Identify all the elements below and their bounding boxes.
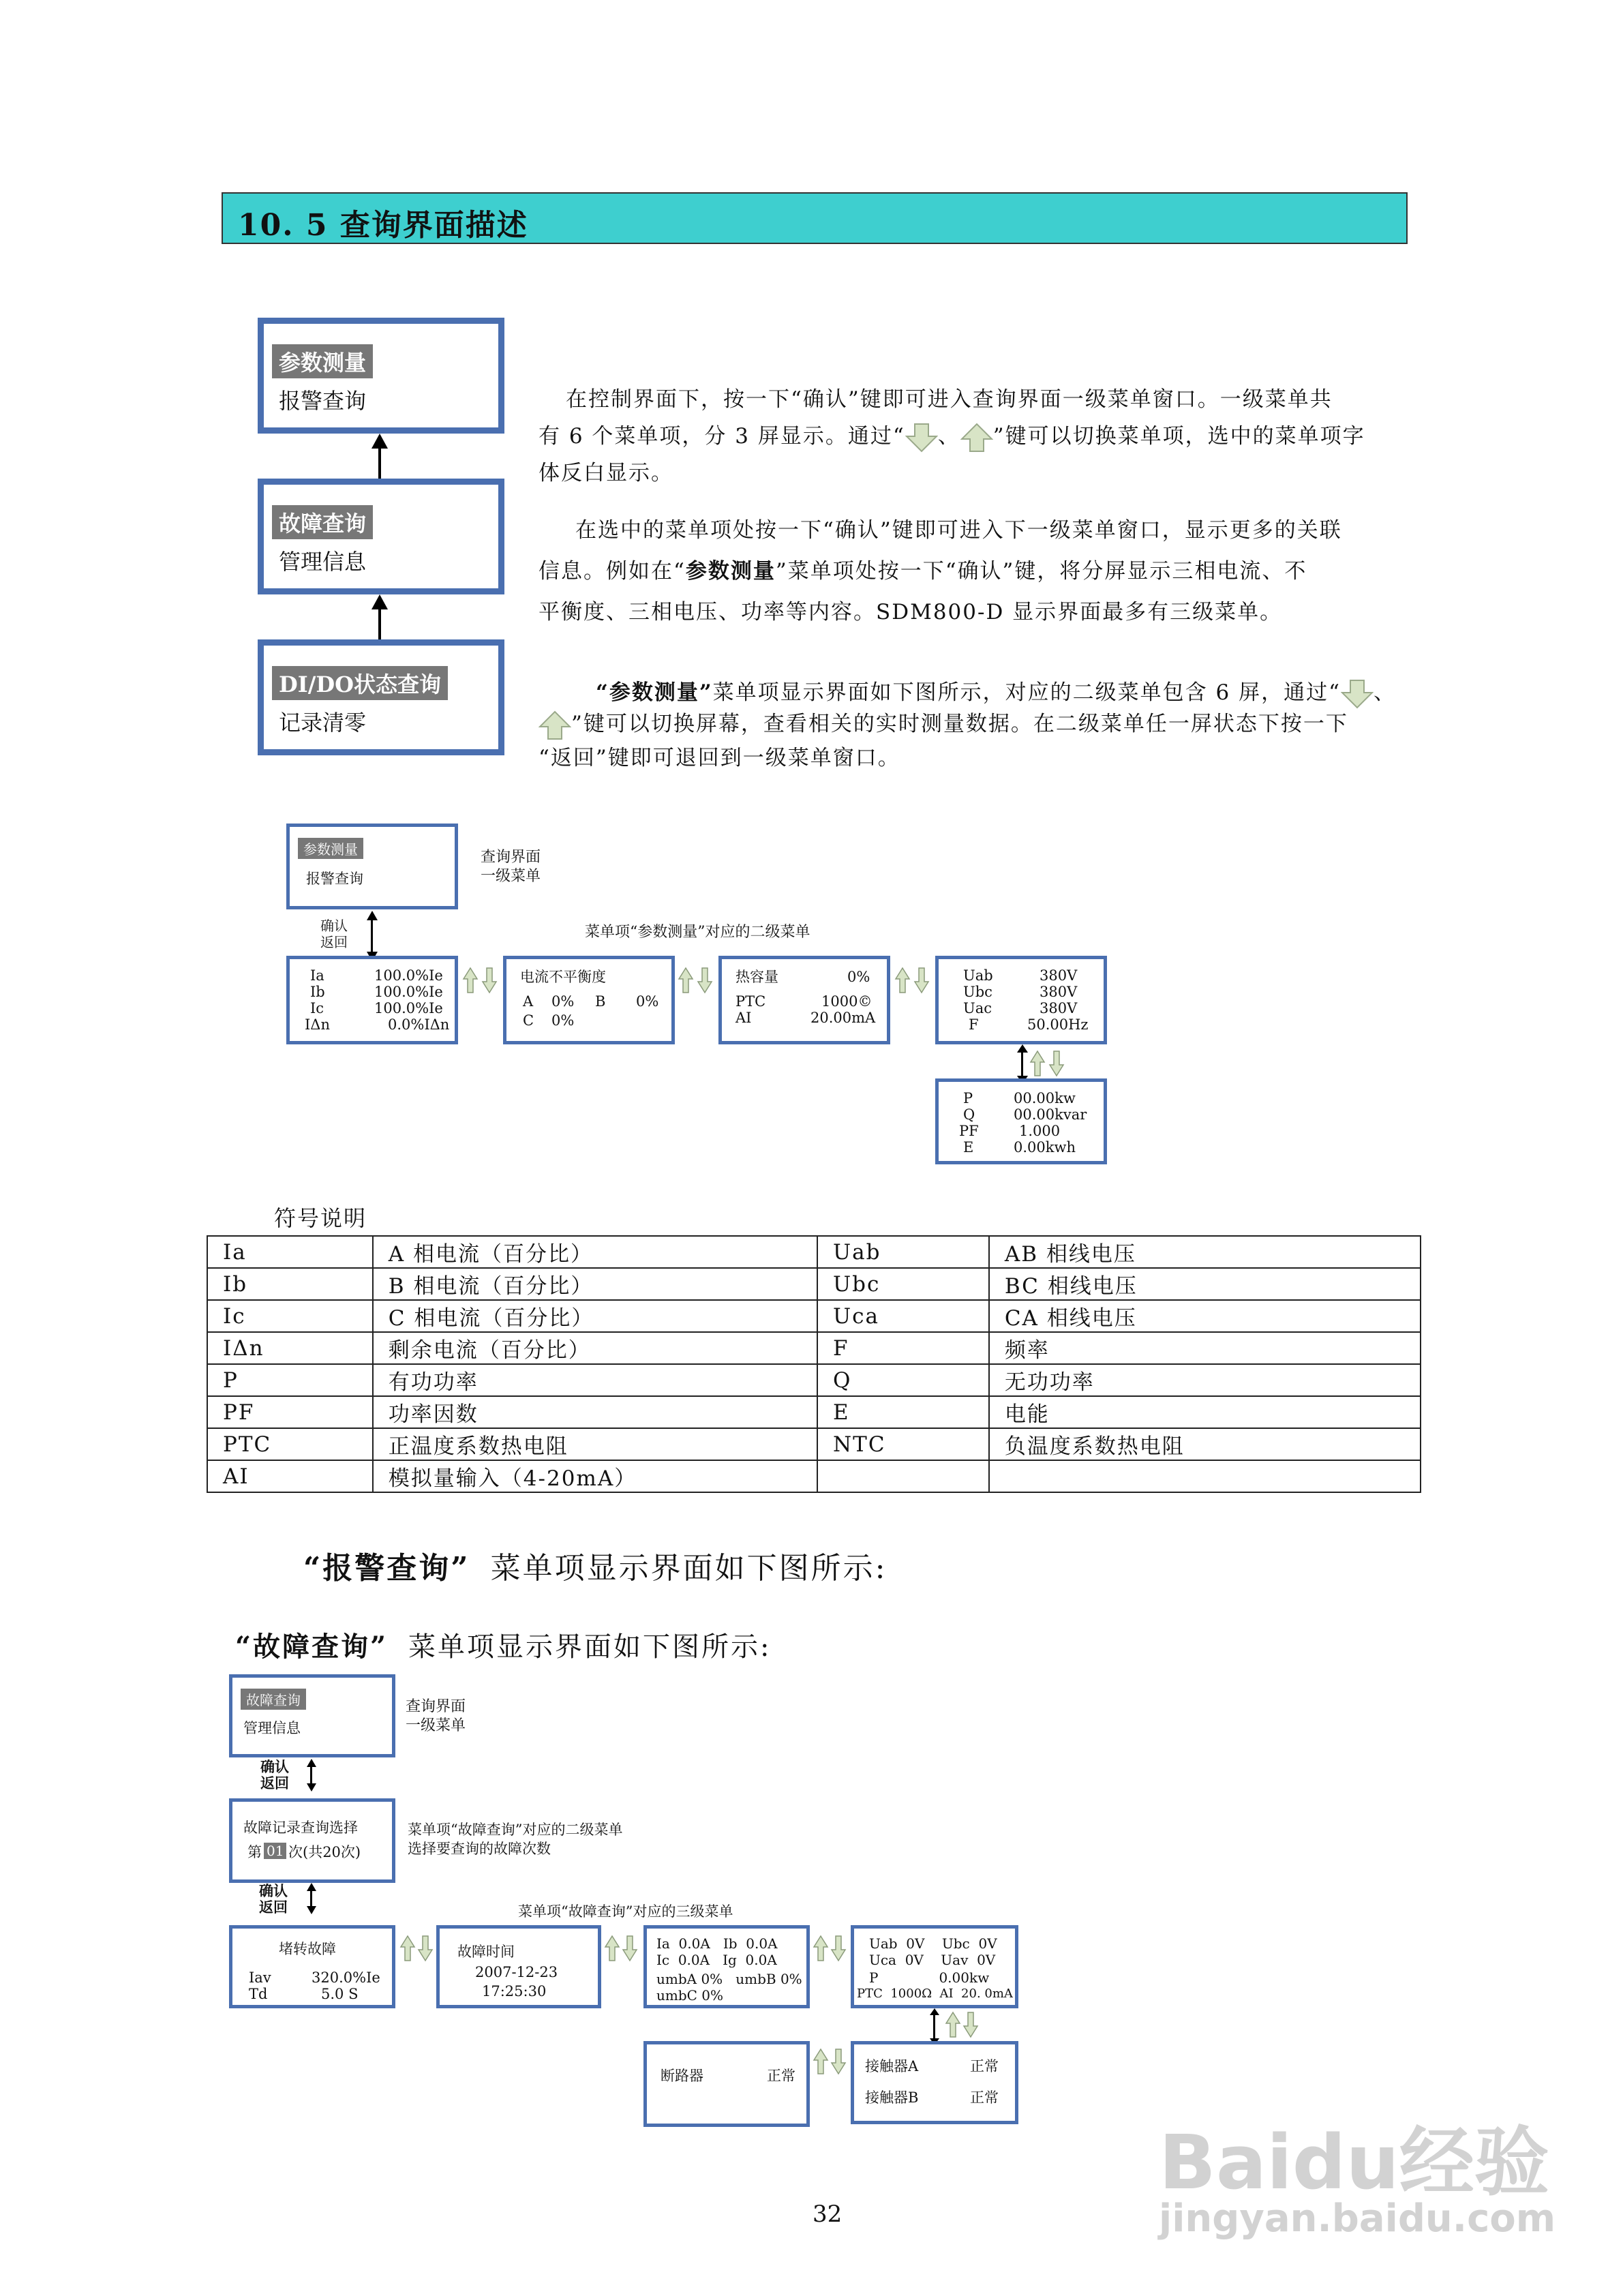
menu-item: 记录清零 bbox=[279, 710, 367, 736]
up-down-arrows-icon bbox=[398, 1935, 435, 1962]
d2-breaker-screen: 断路器 正常 bbox=[643, 2041, 810, 2127]
menu-item-selected: 故障查询 bbox=[272, 505, 373, 539]
table-cell: 正温度系数热电阻 bbox=[373, 1428, 817, 1460]
up-down-arrows-icon bbox=[893, 967, 932, 994]
up-down-arrows-icon bbox=[943, 2011, 980, 2038]
table-cell: Uca bbox=[817, 1300, 989, 1332]
table-cell: NTC bbox=[817, 1428, 989, 1460]
d1-second-note: 菜单项“参数测量”对应的二级菜单 bbox=[585, 924, 810, 941]
table-row bbox=[207, 1396, 1421, 1428]
table-row bbox=[207, 1428, 1421, 1460]
d2-fault-current-screen: Ia 0.0A Ib 0.0A Ic 0.0A Ig 0.0A umbA 0% umbB 0% umbC 0% bbox=[643, 1925, 810, 2008]
d2-confirm-back-2: 确认 返回 bbox=[259, 1882, 288, 1916]
table-cell: Ia bbox=[207, 1236, 373, 1268]
menu-item: 报警查询 bbox=[279, 388, 367, 414]
intro-paragraph-1: 在控制界面下，按一下“确认”键即可进入查询界面一级菜单窗口。一级菜单共 有 6 个菜单项，分 3 屏显示。通过“ 、 ”键可以切换菜单项，选中的菜单项字 体反白显示。 bbox=[539, 387, 1365, 485]
double-arrow bbox=[307, 1883, 316, 1914]
table-cell: C 相电流（百分比） bbox=[373, 1300, 817, 1332]
d1-screen-current: Ia 100.0%Ie Ib 100.0%Ie Ic 100.0%Ie IΔn 0.0%IΔn bbox=[286, 956, 458, 1044]
page-number: 32 bbox=[813, 2201, 843, 2228]
table-cell: 模拟量输入（4-20mA） bbox=[373, 1460, 817, 1492]
table-cell: 频率 bbox=[989, 1332, 1421, 1364]
menu-item: 管理信息 bbox=[279, 549, 367, 575]
d1-confirm-back: 确认 返回 bbox=[320, 918, 348, 950]
table-cell: Ubc bbox=[817, 1268, 989, 1300]
menu-item: 管理信息 bbox=[243, 1720, 301, 1736]
watermark-logo: Baidu经验 bbox=[1159, 2119, 1549, 2206]
menu-screen-1 bbox=[258, 318, 504, 434]
table-cell: 负温度系数热电阻 bbox=[989, 1428, 1421, 1460]
table-cell: P bbox=[207, 1364, 373, 1396]
table-cell: IΔn bbox=[207, 1332, 373, 1364]
up-down-arrows-icon bbox=[1028, 1050, 1067, 1077]
up-down-arrows-icon bbox=[603, 1935, 639, 1962]
symbols-caption: 符号说明 bbox=[274, 1205, 367, 1231]
menu-screen-2 bbox=[258, 479, 504, 594]
alarm-heading: “报警查询” 菜单项显示界面如下图所示: bbox=[303, 1551, 888, 1586]
d1-screen-power: P 00.00kw Q 00.00kvar PF 1.000 E 0.00kwh bbox=[935, 1078, 1107, 1164]
d2-select-screen: 故障记录查询选择 第 01 次(共20次) bbox=[229, 1798, 395, 1883]
d2-top-screen bbox=[229, 1674, 395, 1757]
table-row bbox=[207, 1460, 1421, 1492]
table-cell: F bbox=[817, 1332, 989, 1364]
section-header bbox=[222, 192, 1408, 244]
table-cell: Q bbox=[817, 1364, 989, 1396]
table-cell: PF bbox=[207, 1396, 373, 1428]
menu-item-selected: 故障查询 bbox=[241, 1689, 306, 1710]
fault-heading: “故障查询” 菜单项显示界面如下图所示: bbox=[235, 1631, 772, 1663]
d2-fault-voltage-screen: Uab 0V Ubc 0V Uca 0V Uav 0V P 0.00kw PTC 1000Ω AI 20. 0mA bbox=[851, 1925, 1018, 2008]
table-row bbox=[207, 1268, 1421, 1300]
table-cell: 电能 bbox=[989, 1396, 1421, 1428]
section-title: 10. 5 查询界面描述 bbox=[238, 208, 528, 243]
table-cell: E bbox=[817, 1396, 989, 1428]
up-down-arrows-icon bbox=[811, 1935, 848, 1962]
d2-fault-time-screen: 故障时间 2007-12-23 17:25:30 bbox=[436, 1925, 601, 2008]
table-cell bbox=[989, 1460, 1421, 1492]
table-cell: 功率因数 bbox=[373, 1396, 817, 1428]
menu-item: 报警查询 bbox=[306, 871, 363, 887]
table-cell: CA 相线电压 bbox=[989, 1300, 1421, 1332]
table-row bbox=[207, 1236, 1421, 1268]
table-cell: AI bbox=[207, 1460, 373, 1492]
table-cell: Ib bbox=[207, 1268, 373, 1300]
d2-contactor-screen: 接触器A 正常 接触器B 正常 bbox=[851, 2041, 1018, 2124]
table-cell: 剩余电流（百分比） bbox=[373, 1332, 817, 1364]
d2-confirm-back: 确认 返回 bbox=[260, 1758, 289, 1792]
d1-screen-voltage: Uab 380V Ubc 380V Uac 380V F 50.00Hz bbox=[935, 956, 1107, 1044]
watermark-url: jingyan.baidu.com bbox=[1159, 2196, 1556, 2241]
arrow-up-icon bbox=[960, 423, 993, 453]
table-cell: AB 相线电压 bbox=[989, 1236, 1421, 1268]
menu-item-selected: DI/DO状态查询 bbox=[272, 666, 448, 700]
table-cell: Uab bbox=[817, 1236, 989, 1268]
symbols-table bbox=[207, 1235, 1421, 1493]
arrow-down-icon bbox=[905, 423, 938, 453]
table-row bbox=[207, 1364, 1421, 1396]
d2-select-note: 菜单项“故障查询”对应的二级菜单 选择要查询的故障次数 bbox=[408, 1822, 623, 1857]
table-row bbox=[207, 1332, 1421, 1364]
d1-screen-unbalance: 电流不平衡度 A 0% B 0% C 0% bbox=[503, 956, 675, 1044]
double-arrow bbox=[930, 2008, 939, 2045]
d2-top-note: 查询界面 一级菜单 bbox=[406, 1698, 466, 1734]
table-cell: BC 相线电压 bbox=[989, 1268, 1421, 1300]
table-cell: A 相电流（百分比） bbox=[373, 1236, 817, 1268]
menu-item-selected: 参数测量 bbox=[272, 344, 373, 378]
intro-paragraph-3: “参数测量”菜单项显示界面如下图所示，对应的二级菜单包含 6 屏，通过“ 、 ”键可以切换屏幕，查看相关的实时测量数据。在二级菜单任一屏状态下按一下 “返回”键即可退回到一级菜单窗口。 bbox=[539, 672, 1438, 779]
menu-item-selected: 参数测量 bbox=[298, 838, 363, 859]
double-arrow bbox=[307, 1759, 316, 1792]
table-cell: B 相电流（百分比） bbox=[373, 1268, 817, 1300]
table-row bbox=[207, 1300, 1421, 1332]
d1-screen-thermal: 热容量 0% PTC 1000© AI 20.00mA bbox=[718, 956, 890, 1044]
menu-screen-3 bbox=[258, 639, 504, 755]
double-arrow bbox=[367, 911, 378, 961]
arrow-up-icon bbox=[539, 710, 571, 740]
table-cell: 无功功率 bbox=[989, 1364, 1421, 1396]
d1-top-screen bbox=[286, 824, 458, 909]
table-cell: PTC bbox=[207, 1428, 373, 1460]
d1-top-note: 查询界面 一级菜单 bbox=[481, 849, 541, 885]
intro-paragraph-2: 在选中的菜单项处按一下“确认”键即可进入下一级菜单窗口，显示更多的关联 信息。例如在“参数测量”菜单项处按一下“确认”键，将分屏显示三相电流、不 平衡度、三相电压、功率等内容。SDM800-D 显示界面最多有三级菜单。 bbox=[539, 518, 1342, 624]
up-down-arrows-icon bbox=[676, 967, 716, 994]
table-cell bbox=[817, 1460, 989, 1492]
table-cell: Ic bbox=[207, 1300, 373, 1332]
up-down-arrows-icon bbox=[461, 967, 500, 994]
d2-fault-type-screen: 堵转故障 Iav 320.0%Ie Td 5.0 S bbox=[229, 1925, 395, 2008]
up-down-arrows-icon bbox=[811, 2048, 848, 2075]
d2-third-note: 菜单项“故障查询”对应的三级菜单 bbox=[518, 1903, 733, 1920]
table-cell: 有功功率 bbox=[373, 1364, 817, 1396]
